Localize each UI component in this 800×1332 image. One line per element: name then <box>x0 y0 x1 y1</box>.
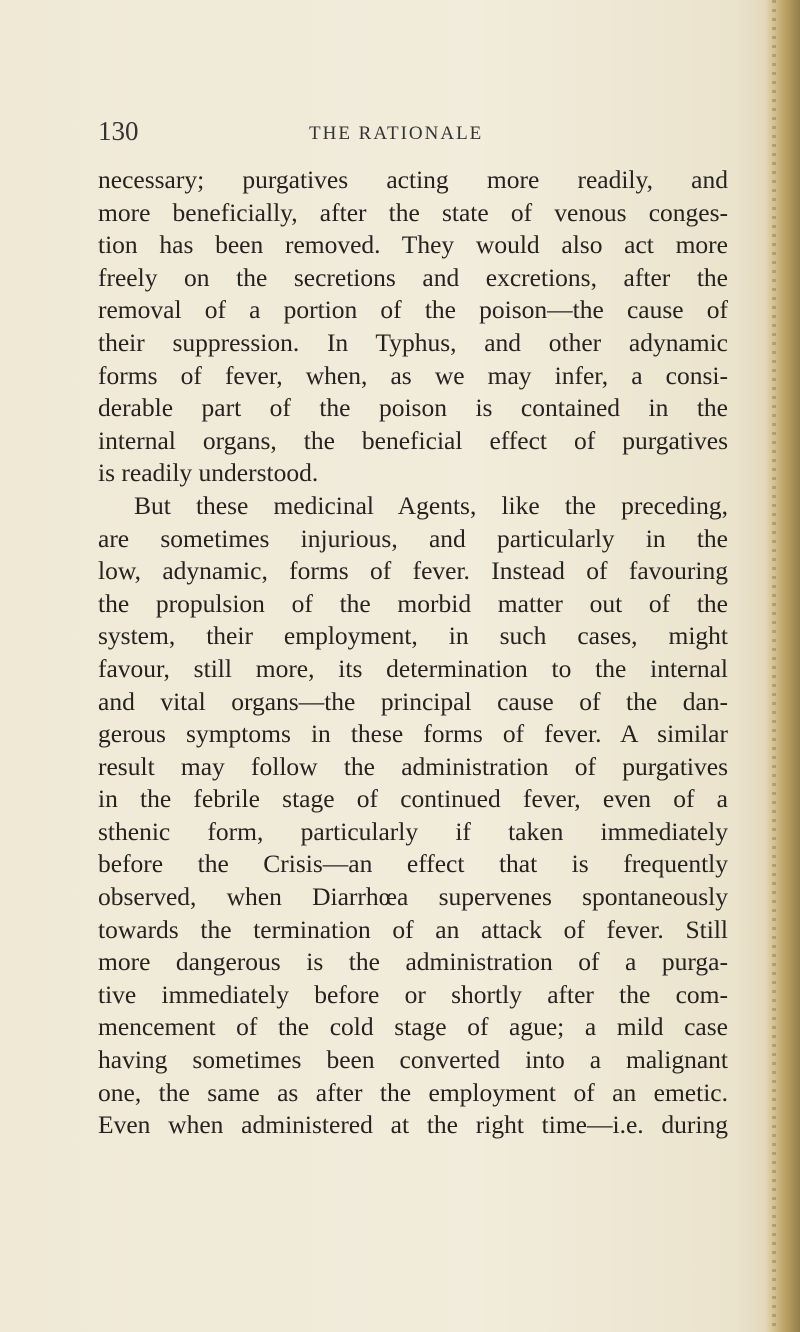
text-line: favour, still more, its determination to the internal <box>98 653 728 683</box>
text-line: system, their employment, in such cases, might <box>98 621 728 651</box>
body-text <box>98 164 728 1142</box>
text-line: necessary; purgatives acting more readily, and <box>98 165 728 194</box>
text-line: before the Crisis—an effect that is frequently <box>98 849 728 879</box>
text-line: Even when administered at the right time—i.e. during <box>98 1110 728 1140</box>
text-line: derable part of the poison is contained in the <box>98 393 728 423</box>
page-header <box>98 116 718 152</box>
text-line: towards the termination of an attack of fever. Still <box>98 914 728 944</box>
text-line: result may follow the administration of purgatives <box>98 751 728 781</box>
text-line: are sometimes injurious, and particularly in the <box>98 523 728 553</box>
page-number: 130 <box>98 116 139 146</box>
text-line: tion has been removed. They would also act more <box>98 230 728 260</box>
text-line: removal of a portion of the poison—the cause of <box>98 295 728 325</box>
text-line: in the febrile stage of continued fever, even of a <box>98 784 728 814</box>
text-line: internal organs, the beneficial effect of purgatives <box>98 425 728 455</box>
text-line: mencement of the cold stage of ague; a mild case <box>98 1012 728 1042</box>
text-line: low, adynamic, forms of fever. Instead of favouring <box>98 556 728 586</box>
paragraph-start-line: But these medicinal Agents, like the preceding, <box>134 490 728 520</box>
text-line: freely on the secretions and excretions, after the <box>98 262 728 292</box>
text-line: is readily understood. <box>98 458 319 488</box>
text-line: having sometimes been converted into a malignant <box>98 1045 728 1075</box>
text-line: observed, when Diarrhœa supervenes spontaneously <box>98 882 728 912</box>
text-line: their suppression. In Typhus, and other adynamic <box>98 327 728 357</box>
running-head: THE RATIONALE <box>309 123 484 144</box>
text-line: tive immediately before or shortly after the com- <box>98 979 728 1009</box>
text-line: gerous symptoms in these forms of fever. A similar <box>98 719 728 749</box>
page-edge <box>766 0 800 1332</box>
text-line: the propulsion of the morbid matter out of the <box>98 588 728 618</box>
text-line: sthenic form, particularly if taken immediately <box>98 816 728 846</box>
text-line: more beneficially, after the state of venous conges- <box>98 197 728 227</box>
text-line: more dangerous is the administration of a purga- <box>98 947 728 977</box>
text-line: forms of fever, when, as we may infer, a consi- <box>98 360 728 390</box>
text-line: and vital organs—the principal cause of the dan- <box>98 686 728 716</box>
text-line: one, the same as after the employment of an emetic. <box>98 1077 728 1107</box>
